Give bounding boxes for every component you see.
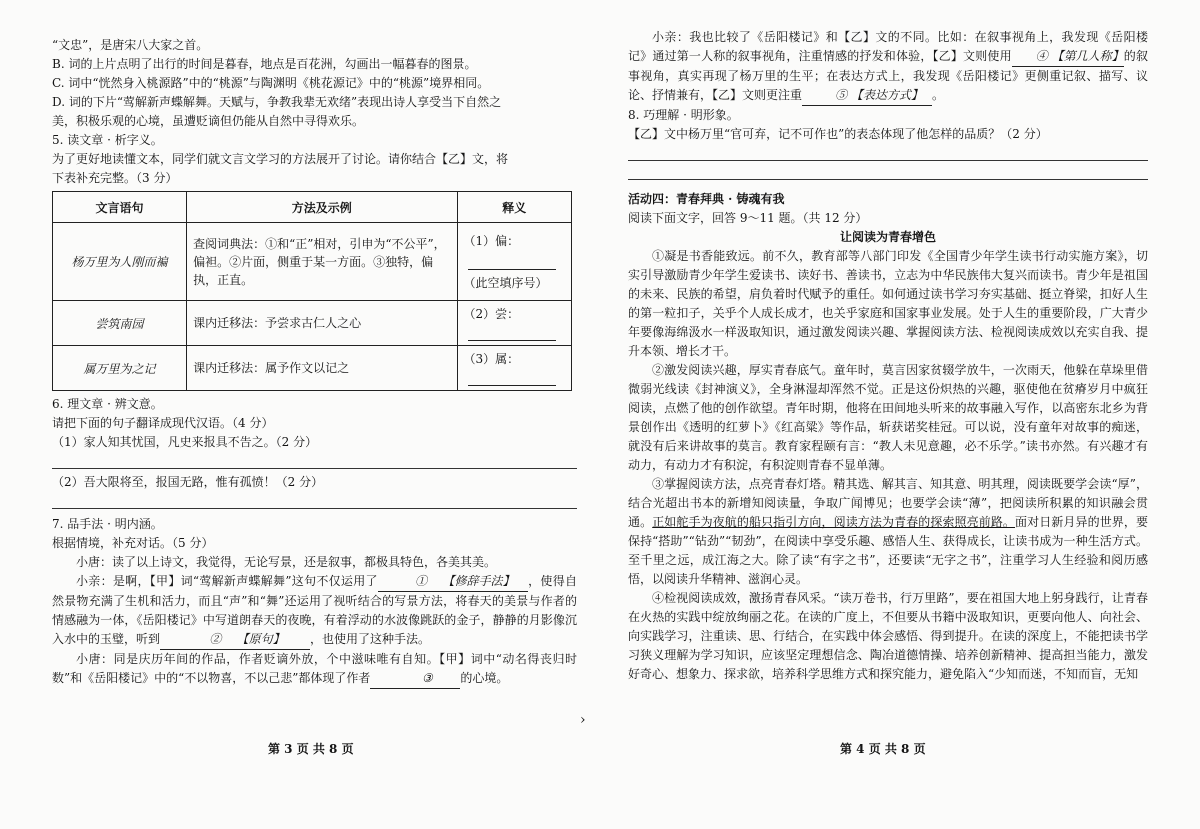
fill-blank-5[interactable]: ⑤ 【表达方式】	[802, 86, 932, 106]
dialogue-paragraph: 小亲：我也比较了《岳阳楼记》和【乙】文的不同。比如：在叙事视角上，我发现《岳阳楼记》通过第一人称的叙事视角，注重情感的抒发和体验，【乙】文则使用 ④ 【第几人称】的叙事视角，真实再现了杨万里的生平；在表达方式上，我发现《岳阳楼记》更侧重记叙、描写、议论、抒情兼有，【乙】文则更注重 ⑤ 【表达方式】 。	[628, 28, 1148, 106]
fill-blank-3[interactable]: ③	[370, 669, 460, 689]
table-cell-method: 课内迁移法：予尝求古仁人之心	[187, 301, 457, 346]
table-cell-answer[interactable]	[457, 346, 572, 391]
left-column	[52, 36, 577, 689]
answer-line[interactable]	[628, 165, 1148, 180]
article-paragraph: ③掌握阅读方法，点亮青春灯塔。精其选、解其言、知其意、明其理，阅读既要学会读“厚”，结合光超出书本的新增知阅读量，争取广闻博见；也要学会读“薄”，把阅读所积累的知识融会贯通。正如舵手为夜航的船只指引方向，阅读方法为青春的探索照亮前路。面对日新月异的世界，要保持“搭助”“钻劲”“韧劲”，在阅读中享受乐趣、感悟人生、获得成长，让读书成为一种生活方式。至千里之远，成江海之大。除了读“有字之书”，还要读“无字之书”，注重学习人生经验和阅历感悟，以阅读升华精神、滋润心灵。	[628, 477, 1148, 586]
dialogue-paragraph: 小亲：是啊，【甲】词“莺解新声蝶解舞”这句不仅运用了 ① 【修辞手法】 ，使得自然景物充满了生机和活力，而且“声”和“舞”还运用了视听结合的写景方法，将春天的美景与作者的情感融为一体，《岳阳楼记》中写道朗春天的夜晚，有着浮动的水波像跳跃的金子，静静的月影像沉入水中的玉璧，听到 ② 【原句】 ，也使用了这种手法。	[52, 572, 577, 650]
text-line: C. 词中“恍然身入桃源路”中的“桃源”与陶渊明《桃花源记》中的“桃源”境界相同。	[52, 76, 490, 90]
answer-blank[interactable]	[468, 371, 556, 386]
table-row	[53, 346, 572, 391]
table-row	[53, 223, 572, 301]
activity-title: 活动四：青春拜典 · 铸魂有我	[628, 192, 785, 206]
table-header: 方法及示例	[187, 192, 457, 223]
text-line: 美，积极乐观的心境，虽遭贬谪但仍能从自然中寻得欢乐。	[52, 114, 365, 128]
article-paragraph: ②激发阅读兴趣，厚实青春底气。童年时，莫言因家贫辍学放牛，一次雨天，他躲在草垛里借微弱光线读《封神演义》，全身淋湿却浑然不觉。正是这份炽热的兴趣，驱使他在贫瘠岁月中疯狂阅读，点燃了他的创作欲望。青年时期，他将在田间地头听来的故事融入写作，以高密东北乡为背景创作出《透明的红萝卜》《红高粱》等作品，斩获诺奖桂冠。可以说，没有童年对故事的痴迷，就没有后来讲故事的莫言。教育家程颐有言：“教人未见意趣，必不乐学。”读书亦然。有兴趣才有动力，有动力才有积淀，有积淀则青春不显单薄。	[628, 363, 1148, 472]
answer-label: （1）偏：	[463, 234, 520, 248]
table-cell-answer[interactable]	[457, 301, 572, 346]
q6-sentence-2: （2）吾大限将至，报国无路，惟有孤愤！（2 分）	[52, 475, 324, 489]
page-arrow-icon: ›	[580, 712, 586, 728]
table-cell-method: 查阅词典法：①和“正”相对，引申为“不公平”，偏袒。②片面，侧重于某一方面。③独特，偏执，正直。	[187, 223, 457, 301]
right-page	[600, 0, 1200, 829]
article-paragraph: ①凝是书香能致远。前不久，教育部等八部门印发《全国青少年学生读书行动实施方案》，切实引导激励青少年学生爱读书、读好书、善读书，立志为中华民族伟大复兴而读书。青少年是祖国的未来、民族的希望，肩负着时代赋予的重任。如何通过读书学习夯实基础、挺立脊梁，扣好人生的第一粒扣子，关乎个人成长成才，也关乎家庭和国家事业发展。处于人生的重要阶段，广大青少年要像海绵汲水一样汲取知识，通过激发阅读兴趣、掌握阅读方法、检视阅读成效以充实自我、提升本领、增长才干。	[628, 249, 1148, 358]
text-line: B. 词的上片点明了出行的时间是暮春，地点是百花洲，勾画出一幅暮春的图景。	[52, 57, 477, 71]
table-cell-method: 课内迁移法：属予作文以记之	[187, 346, 457, 391]
dialogue-line: 小唐：读了以上诗文，我觉得，无论写景，还是叙事，都极具特色，各美其美。	[76, 555, 497, 569]
text-line: D. 词的下片“莺解新声蝶解舞。天赋与，争教我辈无欢绪”表现出诗人享受当下自然之	[52, 95, 502, 109]
table-header: 文言语句	[53, 192, 187, 223]
fill-blank-1[interactable]: ① 【修辞手法】	[378, 572, 528, 592]
table-cell-answer[interactable]	[457, 223, 572, 301]
activity-intro: 阅读下面文字，回答 9～11 题。（共 12 分）	[628, 211, 868, 225]
fill-blank-4[interactable]: ④ 【第几人称】	[1012, 47, 1124, 67]
text-line: “文忠”，是唐宋八大家之首。	[52, 38, 209, 52]
table-cell-sentence: 属万里为之记	[53, 346, 187, 391]
q6-sentence-1: （1）家人知其忧国，凡史来报具不告之。（2 分）	[52, 435, 318, 449]
answer-blank[interactable]	[468, 255, 556, 270]
underlined-sentence: 正如舵手为夜航的船只指引方向，阅读方法为青春的探索照亮前路。	[652, 515, 1016, 529]
answer-note: （此空填序号）	[463, 276, 548, 290]
q5-title: 5. 读文章 · 析字义。	[52, 133, 163, 147]
q7-intro: 根据情境，补充对话。（5 分）	[52, 536, 214, 550]
table-cell-sentence: 尝筑南园	[53, 301, 187, 346]
q6-intro: 请把下面的句子翻译成现代汉语。（4 分）	[52, 416, 274, 430]
method-table	[52, 191, 572, 391]
table-cell-sentence: 杨万里为人刚而褊	[53, 223, 187, 301]
answer-label: （3）属：	[463, 352, 520, 366]
page-number: 第 3 页 共 8 页	[268, 742, 354, 756]
q7-title: 7. 品手法 · 明内涵。	[52, 517, 163, 531]
answer-label: （2）尝：	[463, 307, 520, 321]
q8-text: 【乙】文中杨万里“官可弃，记不可作也”的表态体现了他怎样的品质？（2 分）	[628, 127, 1048, 141]
table-row	[53, 301, 572, 346]
answer-blank[interactable]	[468, 326, 556, 341]
dialogue-paragraph: 小唐：同是庆历年间的作品，作者贬谪外放，个中滋味唯有自知。【甲】词中“动名得丧归时数”和《岳阳楼记》中的“不以物喜，不以己悲”都体现了作者 ③ 的心境。	[52, 650, 577, 689]
right-column	[628, 28, 1148, 684]
article-title: 让阅读为青春增色	[839, 230, 936, 244]
table-header: 释义	[457, 192, 572, 223]
answer-line[interactable]	[52, 494, 577, 509]
q6-title: 6. 理文章 · 辨文意。	[52, 397, 163, 411]
q8-title: 8. 巧理解 · 明形象。	[628, 108, 739, 122]
article-paragraph: ④检视阅读成效，激扬青春风采。“读万卷书，行万里路”，要在祖国大地上躬身践行，让青春在火热的实践中绽放绚丽之花。在读的广度上，不但要从书籍中汲取知识，更要向他人、向社会、向实践学习，注重读、思、行结合，在实践中体会感悟、得到提升。在读的深度上，不能把读书学习狭义理解为学习知识，应该坚定理想信念、陶冶道德情操、培养创新精神、提高担当能力，激发好奇心、想象力、探求欲，培养科学思维方式和探究能力，避免陷入“少知而迷，不知而盲，无知	[628, 591, 1148, 681]
page-number: 第 4 页 共 8 页	[840, 742, 926, 756]
fill-blank-2[interactable]: ② 【原句】	[160, 630, 310, 650]
answer-line[interactable]	[628, 146, 1148, 161]
answer-line[interactable]	[52, 454, 577, 469]
q5-intro: 下表补充完整。（3 分）	[52, 171, 178, 185]
q5-intro: 为了更好地读懂文本，同学们就文言文学习的方法展开了讨论。请你结合【乙】文，将	[52, 152, 509, 166]
